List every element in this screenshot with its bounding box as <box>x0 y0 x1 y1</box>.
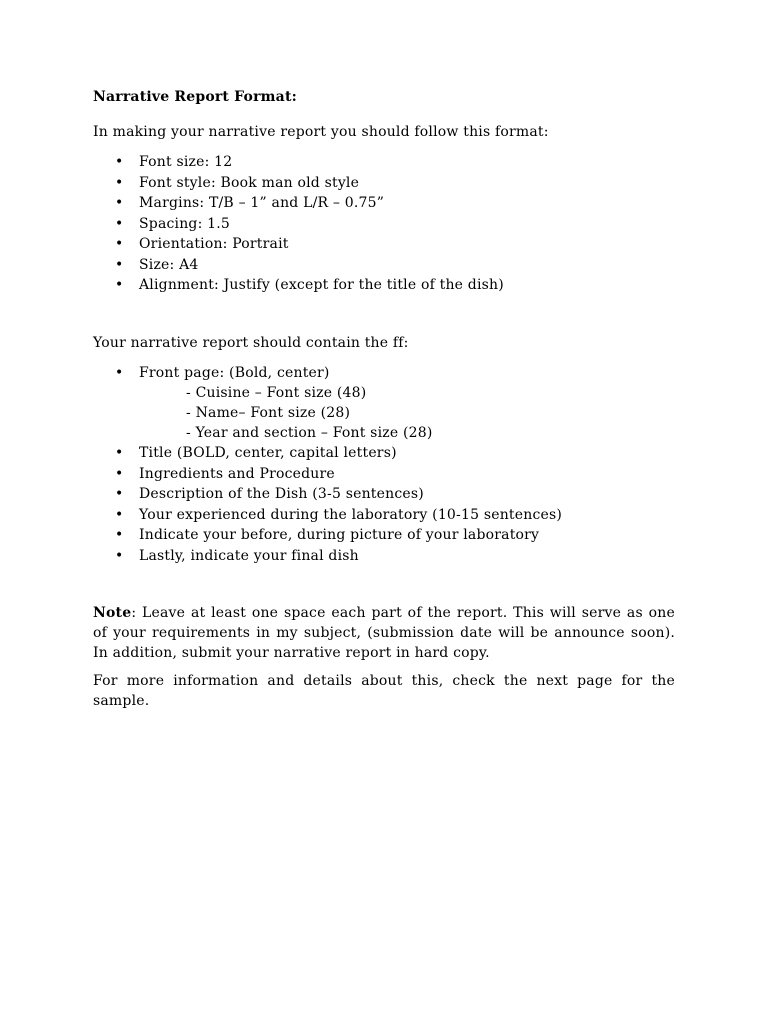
bullet-icon: • <box>115 195 124 211</box>
bullet-icon: • <box>115 445 124 461</box>
list-item: • Title (BOLD, center, capital letters) <box>93 443 675 464</box>
bullet-icon: • <box>115 506 124 523</box>
list-item: • Lastly, indicate your final dish <box>93 546 675 567</box>
list-item: • Orientation: Portrait <box>93 234 675 255</box>
bullet-icon: • <box>115 527 124 543</box>
contents-intro: Your narrative report should contain the ff: <box>93 334 409 351</box>
front-page-subitem: - Year and section – Font size (28) <box>186 425 433 441</box>
bullet-icon: • <box>115 364 124 381</box>
contents-list-continued <box>93 443 675 566</box>
more-info-paragraph: For more information and details about this, check the next page for the sample. <box>93 673 675 709</box>
list-item: • Indicate your before, during picture of your laboratory <box>93 525 675 546</box>
format-intro: In making your narrative report you should follow this format: <box>93 124 549 140</box>
document-page <box>93 87 675 711</box>
list-item: • Margins: T/B – 1” and L/R – 0.75” <box>93 193 675 214</box>
list-item: • Size: A4 <box>93 255 675 276</box>
contents-list <box>93 363 675 384</box>
list-item: • Description of the Dish (3-5 sentences) <box>93 484 675 505</box>
bullet-icon: • <box>115 547 124 564</box>
bullet-icon: • <box>115 215 124 232</box>
bullet-icon: • <box>115 174 124 191</box>
front-page-subitem: - Name– Font size (28) <box>186 405 351 421</box>
list-item: • Alignment: Justify (except for the title of the dish) <box>93 275 675 296</box>
bullet-icon: • <box>115 486 124 502</box>
bullet-icon: • <box>115 256 124 273</box>
format-list <box>93 152 675 296</box>
note-text: : Leave at least one space each part of the report. This will serve as one of your requirements in my subject, (submission date will be announce soon). In addition, submit your narrative report in hard copy. <box>93 605 675 661</box>
list-item: • Font style: Book man old style <box>93 173 675 194</box>
list-item: • Your experienced during the laboratory (10-15 sentences) <box>93 505 675 526</box>
list-item: • Font size: 12 <box>93 152 675 173</box>
bullet-icon: • <box>115 154 124 170</box>
note-label: Note <box>93 605 132 621</box>
document-title: Narrative Report Format: <box>93 89 297 105</box>
front-page-subitem: - Cuisine – Font size (48) <box>186 385 367 401</box>
bullet-icon: • <box>115 465 124 482</box>
list-item-front-page: • Front page: (Bold, center) <box>93 363 675 384</box>
bullet-icon: • <box>115 277 124 293</box>
list-item: • Ingredients and Procedure <box>93 464 675 485</box>
bullet-icon: • <box>115 236 124 252</box>
note-paragraph <box>93 603 675 663</box>
list-item: • Spacing: 1.5 <box>93 214 675 235</box>
